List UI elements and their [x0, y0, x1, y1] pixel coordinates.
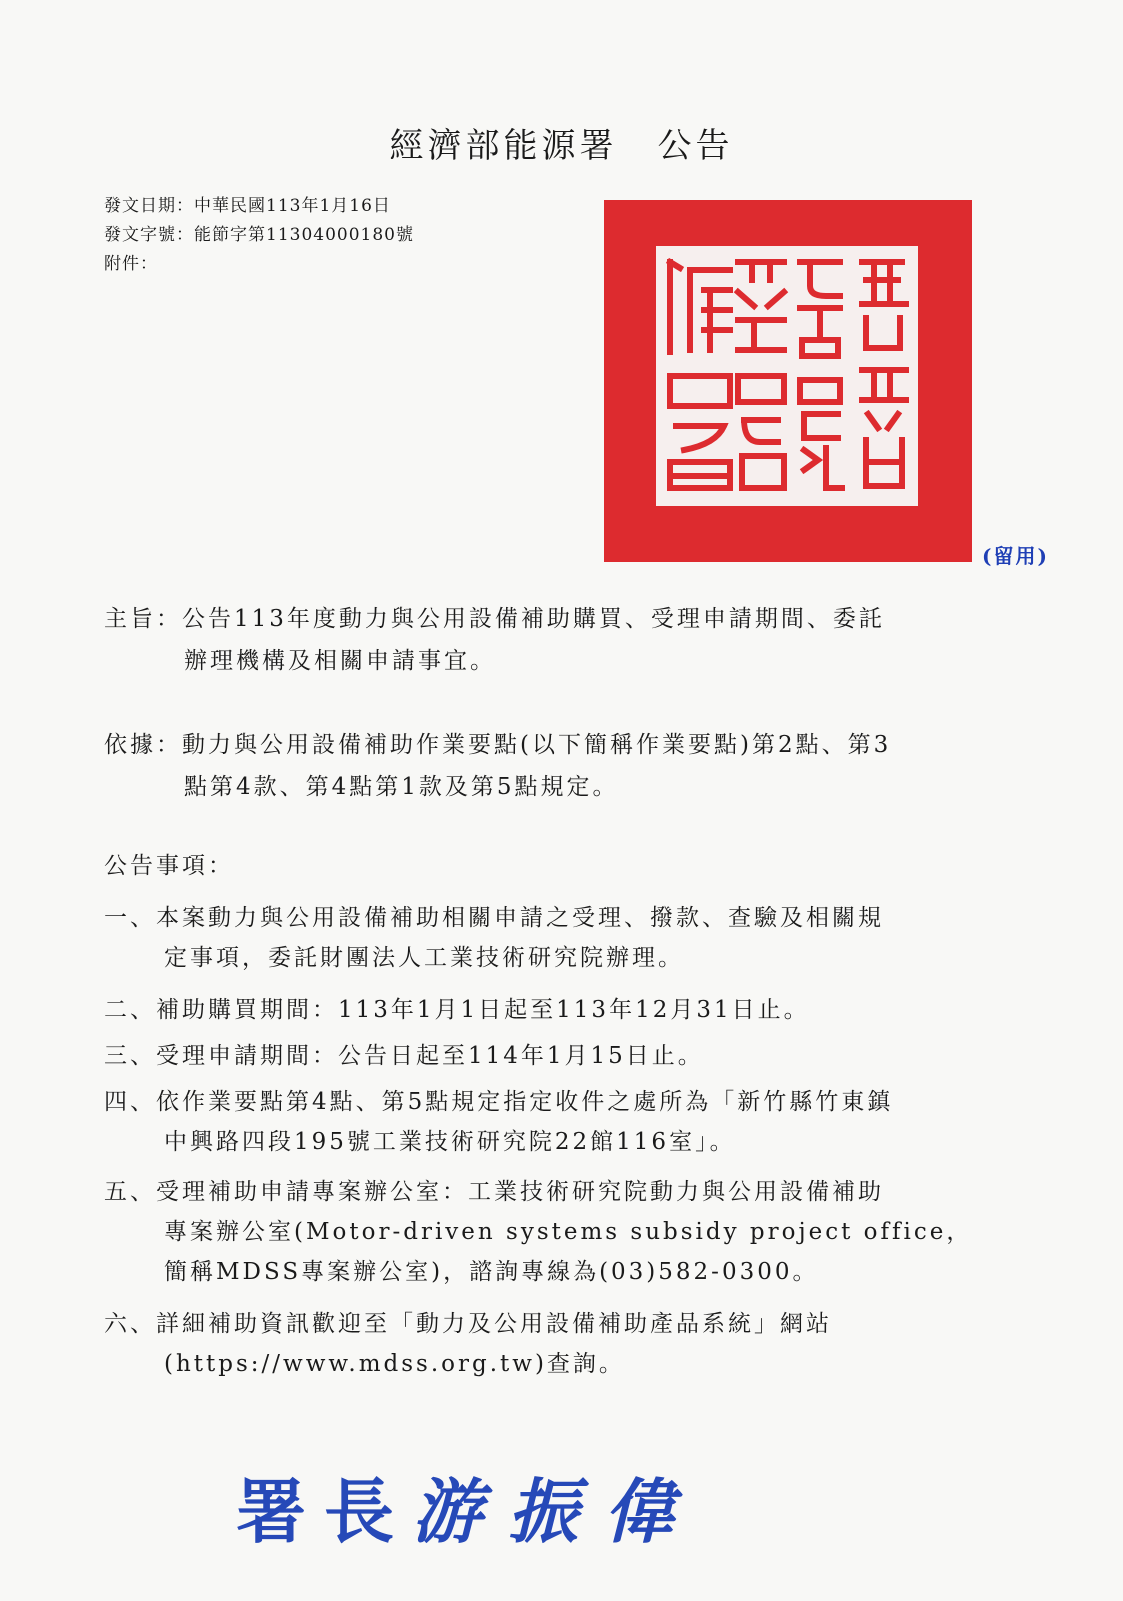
item-3-line-1: 三、受理申請期間：公告日起至114年1月15日止。	[104, 1043, 704, 1069]
item-4-line-1: 四、依作業要點第4點、第5點規定指定收件之處所為「新竹縣竹東鎮	[104, 1089, 894, 1115]
item-6-line-2: (https://www.mdss.org.tw)查詢。	[164, 1351, 625, 1377]
official-seal	[604, 200, 972, 562]
agency-name: 經濟部能源署	[389, 126, 618, 166]
document-meta	[104, 192, 414, 279]
basis-section	[104, 724, 891, 808]
seal-glyph-3-icon	[738, 262, 784, 488]
list-item	[104, 1172, 972, 1292]
subject-line-2: 辦理機構及相關申請事宜。	[184, 648, 496, 674]
item-6-line-1: 六、詳細補助資訊歡迎至「動力及公用設備補助產品系統」網站	[104, 1311, 832, 1337]
signature-name: 游振偉	[412, 1470, 700, 1553]
issue-number: 發文字號：能節字第11304000180號	[104, 225, 414, 245]
seal-caption: (留用)	[982, 544, 1049, 568]
item-1-line-1: 一、本案動力與公用設備補助相關申請之受理、撥款、查驗及相關規	[104, 905, 884, 931]
item-5-line-1: 五、受理補助申請專案辦公室：工業技術研究院動力與公用設備補助	[104, 1179, 884, 1205]
signature-title: 署長	[236, 1470, 412, 1553]
attachment-label: 附件：	[104, 254, 158, 274]
item-5-line-2: 專案辦公室(Motor-driven systems subsidy project office，	[164, 1219, 973, 1245]
basis-line-2: 點第4款、第4點第1款及第5點規定。	[184, 774, 619, 800]
list-item	[104, 1036, 704, 1076]
item-1-line-2: 定事項，委託財團法人工業技術研究院辦理。	[164, 945, 684, 971]
item-4-line-2: 中興路四段195號工業技術研究院22館116室」。	[164, 1129, 736, 1155]
subject-section	[104, 598, 885, 682]
item-2-line-1: 二、補助購買期間：113年1月1日起至113年12月31日止。	[104, 997, 810, 1023]
seal-glyph-4-icon	[670, 262, 730, 488]
items-heading: 公告事項：	[104, 853, 234, 879]
basis-line-1: 依據：動力與公用設備補助作業要點(以下簡稱作業要點)第2點、第3	[104, 732, 892, 758]
list-item	[104, 898, 884, 978]
seal-glyphs-icon	[604, 200, 972, 562]
document-type: 公告	[657, 126, 734, 166]
subject-line-1: 主旨：公告113年度動力與公用設備補助購買、受理申請期間、委託	[104, 606, 885, 632]
item-5-line-3: 簡稱MDSS專案辦公室)，諮詢專線為(03)582-0300。	[164, 1259, 819, 1285]
issue-date: 發文日期：中華民國113年1月16日	[104, 196, 391, 216]
document-title	[0, 118, 1123, 167]
signature-block	[236, 1456, 700, 1557]
list-item	[104, 990, 810, 1030]
seal-glyph-1-icon	[862, 262, 906, 486]
list-item	[104, 1304, 832, 1384]
list-item	[104, 1082, 893, 1162]
seal-glyph-2-icon	[800, 262, 842, 488]
